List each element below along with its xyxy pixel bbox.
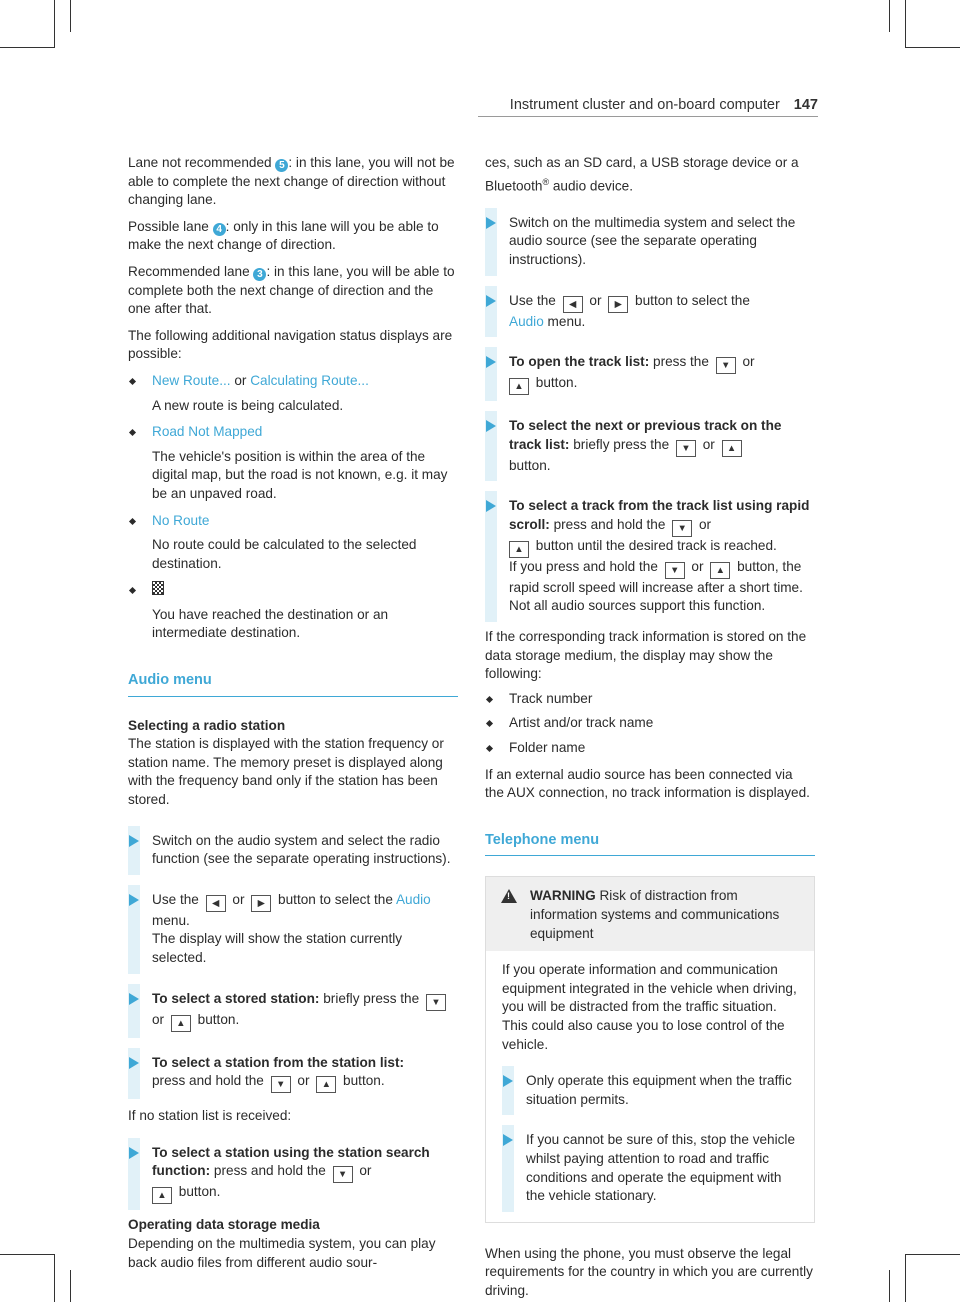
radio-text: The station is displayed with the station frequency or station name. The memory preset is displayed along with the frequency band only if the station has been stored. [128, 736, 444, 808]
step-item: Switch on the multimedia system and select the audio source (see the separate operating instructions). [485, 214, 815, 270]
media-title: Operating data storage media [128, 1217, 320, 1233]
step-item: To select the next or previous track on the track list: briefly press the ▼ or ▲ button. [485, 417, 815, 475]
up-key-icon: ▲ [722, 440, 742, 457]
left-key-icon: ◀ [206, 895, 226, 912]
crop-mark [905, 47, 960, 48]
up-key-icon: ▲ [509, 378, 529, 395]
list-item: No Route No route could be calculated to the selected destination. [128, 512, 458, 574]
list-item: Track number [485, 690, 815, 709]
media-text: Depending on the multimedia system, you can play back audio files from different audio sour- [128, 1235, 436, 1270]
up-key-icon: ▲ [171, 1015, 191, 1032]
up-key-icon: ▲ [316, 1076, 336, 1093]
step-item: To select a station from the station list: press and hold the ▼ or ▲ button. [128, 1054, 458, 1094]
step-item: To open the track list: press the ▼ or ▲ button. [485, 353, 815, 395]
down-key-icon: ▼ [333, 1166, 353, 1183]
step-item: To select a station using the station search function: press and hold the ▼ or ▲ button. [128, 1144, 458, 1205]
down-key-icon: ▼ [665, 562, 685, 579]
warning-label: WARNING [530, 888, 596, 904]
header-rule [478, 116, 818, 117]
lane-paragraph: Possible lane 4 : only in this lane will you be able to make the next change of direction. [128, 218, 439, 253]
crop-mark [905, 1254, 960, 1255]
header-title: Instrument cluster and on-board computer [509, 97, 780, 113]
crop-mark [54, 1254, 55, 1302]
up-key-icon: ▲ [509, 541, 529, 558]
warning-body: If you operate information and communication equipment integrated in the vehicle when driving, you will be distracted from the traffic situation. This could also cause you to lose control of the vehicle. Only operate this equipment when the traffic situation permits. If you cannot be sure of this, stop the vehicle whilst paying attention to road and traffic conditions and operate the equipment with the vehicle stationary. [486, 951, 814, 1222]
left-column [128, 154, 458, 1272]
list-item: Folder name [485, 739, 815, 758]
media-continued: ces, such as an SD card, a USB storage device or a Bluetooth® audio device. [485, 155, 799, 194]
crop-mark [0, 47, 55, 48]
crop-mark [54, 0, 55, 48]
nav-intro: The following additional navigation status displays are possible: [128, 327, 453, 362]
step-item: Use the ◀ or ▶ button to select the Audio menu. [485, 292, 815, 332]
right-key-icon: ▶ [608, 296, 628, 313]
warning-step: If you cannot be sure of this, stop the vehicle whilst paying attention to road and traffic conditions and operate the equipment with the vehicle stationary. [502, 1131, 798, 1205]
down-key-icon: ▼ [426, 994, 446, 1011]
list-item: You have reached the destination or an intermediate destination. [128, 581, 458, 643]
crop-mark [70, 1270, 71, 1302]
no-station-text: If no station list is received: [128, 1108, 292, 1124]
crop-mark [889, 0, 890, 32]
radio-title: Selecting a radio station [128, 717, 286, 733]
left-key-icon: ◀ [563, 296, 583, 313]
lane-paragraph: Lane not recommended 5 : in this lane, you will not be able to complete the next change of direction without changing lane. [128, 155, 455, 208]
step-item: To select a stored station: briefly press the ▼ or ▲ button. [128, 990, 458, 1032]
down-key-icon: ▼ [672, 520, 692, 537]
lane-paragraph: Recommended lane 3 : in this lane, you will be able to complete both the next change of direction and the one after that. [128, 263, 455, 317]
running-header [478, 96, 818, 115]
list-item: New Route... or Calculating Route... A new route is being calculated. [128, 372, 458, 415]
crop-mark [0, 1254, 55, 1255]
up-key-icon: ▲ [152, 1187, 172, 1204]
badge-3: 3 [253, 268, 266, 281]
badge-5: 5 [275, 159, 288, 172]
crop-mark [905, 0, 906, 48]
crop-mark [70, 0, 71, 32]
warning-box [485, 876, 815, 1222]
page-number: 147 [793, 97, 818, 113]
destination-flag-icon [152, 581, 164, 595]
crop-mark [889, 1270, 890, 1302]
step-item: Switch on the audio system and select the radio function (see the separate operating instructions). [128, 832, 458, 869]
aux-text: If an external audio source has been connected via the AUX connection, no track information is displayed. [485, 766, 810, 801]
phone-text: When using the phone, you must observe the legal requirements for the country in which you are currently driving. [485, 1245, 813, 1298]
warning-header [486, 877, 814, 951]
up-key-icon: ▲ [710, 562, 730, 579]
down-key-icon: ▼ [271, 1076, 291, 1093]
badge-4: 4 [213, 223, 226, 236]
crop-mark [905, 1254, 906, 1302]
warning-step: Only operate this equipment when the traffic situation permits. [502, 1072, 798, 1109]
list-item: Road Not Mapped The vehicle's position is within the area of the digital map, but the road is not known, e.g. it may be an unpaved road. [128, 423, 458, 503]
right-key-icon: ▶ [251, 895, 271, 912]
step-item: Use the ◀ or ▶ button to select the Audio menu. The display will show the station currently selected. [128, 891, 458, 968]
audio-menu-heading: Audio menu [128, 671, 458, 697]
step-item: To select a track from the track list using rapid scroll: press and hold the ▼ or ▲ button until the desired track is reached. If you press and hold the ▼ or ▲ button, the rapid scroll speed will increase after a short time. Not all audio sources support this function. [485, 497, 815, 616]
track-intro: If the corresponding track information is stored on the data storage medium, the display may show the following: [485, 629, 807, 682]
warning-icon [501, 889, 517, 903]
down-key-icon: ▼ [676, 440, 696, 457]
warning-title: Risk of distraction from information systems and communications equipment [530, 888, 780, 941]
right-column [485, 154, 815, 1301]
list-item: Artist and/or track name [485, 714, 815, 733]
telephone-menu-heading: Telephone menu [485, 831, 815, 857]
down-key-icon: ▼ [716, 357, 736, 374]
